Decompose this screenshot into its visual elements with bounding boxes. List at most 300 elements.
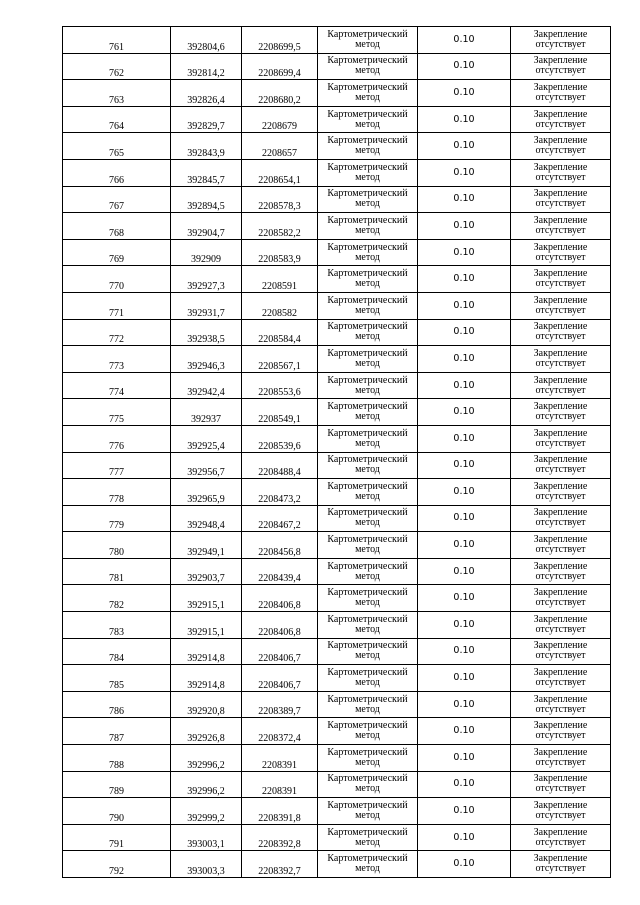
table-row [63, 159, 611, 186]
y-coordinate-cell: 2208539,6 [242, 425, 318, 452]
table-row [63, 479, 611, 506]
fixation-line-1: Закрепление [533, 347, 588, 359]
x-coordinate-cell: 392915,1 [171, 585, 242, 612]
fixation-line-2: отсутствует [535, 597, 586, 609]
method-line-1: Картометрический [327, 587, 408, 599]
method-line-2: метод [355, 278, 380, 290]
fixation-cell [511, 213, 611, 240]
method-line-1: Картометрический [327, 720, 408, 732]
method-line-1: Картометрический [327, 507, 408, 519]
method-line-2: метод [355, 490, 380, 502]
fixation-line-2: отсутствует [535, 145, 586, 157]
accuracy-cell: 0.10 [418, 612, 511, 639]
accuracy-cell: 0.10 [418, 292, 511, 319]
fixation-line-2: отсутствует [535, 677, 586, 689]
table-row [63, 691, 611, 718]
x-coordinate-cell: 392829,7 [171, 106, 242, 133]
point-number-cell: 767 [63, 186, 171, 213]
fixation-cell [511, 133, 611, 160]
method-cell [318, 452, 418, 479]
fixation-line-1: Закрепление [533, 773, 588, 785]
table-row [63, 213, 611, 240]
fixation-line-2: отсутствует [535, 304, 586, 316]
fixation-cell [511, 452, 611, 479]
method-line-1: Картометрический [327, 640, 408, 652]
accuracy-cell: 0.10 [418, 319, 511, 346]
x-coordinate-cell: 392949,1 [171, 532, 242, 559]
method-line-2: метод [355, 38, 380, 50]
method-cell [318, 186, 418, 213]
method-line-2: метод [355, 783, 380, 795]
point-number-cell: 776 [63, 425, 171, 452]
method-line-1: Картометрический [327, 135, 408, 147]
method-line-1: Картометрический [327, 667, 408, 679]
fixation-cell [511, 479, 611, 506]
method-line-2: метод [355, 544, 380, 556]
x-coordinate-cell: 392920,8 [171, 691, 242, 718]
y-coordinate-cell: 2208406,7 [242, 638, 318, 665]
method-line-1: Картометрический [327, 560, 408, 572]
method-line-1: Картометрический [327, 321, 408, 333]
fixation-line-1: Закрепление [533, 693, 588, 705]
method-cell [318, 319, 418, 346]
fixation-line-2: отсутствует [535, 278, 586, 290]
x-coordinate-cell: 392996,2 [171, 771, 242, 798]
accuracy-cell: 0.10 [418, 665, 511, 692]
method-line-1: Картометрический [327, 268, 408, 280]
table-row [63, 638, 611, 665]
point-number-cell: 787 [63, 718, 171, 745]
fixation-line-2: отсутствует [535, 464, 586, 476]
fixation-cell [511, 718, 611, 745]
fixation-line-2: отсутствует [535, 384, 586, 396]
accuracy-cell: 0.10 [418, 691, 511, 718]
point-number-cell: 783 [63, 612, 171, 639]
y-coordinate-cell: 2208439,4 [242, 558, 318, 585]
method-cell [318, 346, 418, 373]
method-line-2: метод [355, 570, 380, 582]
method-cell [318, 558, 418, 585]
accuracy-cell: 0.10 [418, 399, 511, 426]
method-line-1: Картометрический [327, 55, 408, 67]
y-coordinate-cell: 2208699,5 [242, 27, 318, 54]
method-line-1: Картометрический [327, 773, 408, 785]
method-line-2: метод [355, 118, 380, 130]
table-row [63, 292, 611, 319]
table-row [63, 106, 611, 133]
fixation-line-1: Закрепление [533, 268, 588, 280]
method-cell [318, 372, 418, 399]
method-line-1: Картометрический [327, 188, 408, 200]
fixation-line-2: отсутствует [535, 517, 586, 529]
accuracy-cell: 0.10 [418, 532, 511, 559]
fixation-line-2: отсутствует [535, 118, 586, 130]
x-coordinate-cell: 392942,4 [171, 372, 242, 399]
accuracy-cell: 0.10 [418, 718, 511, 745]
fixation-cell [511, 425, 611, 452]
table-row [63, 851, 611, 878]
method-line-1: Картометрический [327, 28, 408, 40]
method-line-1: Картометрический [327, 534, 408, 546]
fixation-cell [511, 798, 611, 825]
accuracy-cell: 0.10 [418, 372, 511, 399]
x-coordinate-cell: 392938,5 [171, 319, 242, 346]
point-number-cell: 780 [63, 532, 171, 559]
x-coordinate-cell: 393003,3 [171, 851, 242, 878]
point-number-cell: 777 [63, 452, 171, 479]
x-coordinate-cell: 392996,2 [171, 745, 242, 772]
method-line-2: метод [355, 677, 380, 689]
table-row [63, 532, 611, 559]
y-coordinate-cell: 2208699,4 [242, 53, 318, 80]
point-number-cell: 782 [63, 585, 171, 612]
fixation-line-2: отсутствует [535, 490, 586, 502]
table-row [63, 80, 611, 107]
method-cell [318, 638, 418, 665]
method-line-2: метод [355, 304, 380, 316]
point-number-cell: 766 [63, 159, 171, 186]
accuracy-cell: 0.10 [418, 425, 511, 452]
point-number-cell: 773 [63, 346, 171, 373]
x-coordinate-cell: 392914,8 [171, 665, 242, 692]
table-row [63, 372, 611, 399]
fixation-line-1: Закрепление [533, 613, 588, 625]
x-coordinate-cell: 393003,1 [171, 824, 242, 851]
fixation-line-1: Закрепление [533, 108, 588, 120]
y-coordinate-cell: 2208473,2 [242, 479, 318, 506]
accuracy-cell: 0.10 [418, 771, 511, 798]
method-line-2: метод [355, 411, 380, 423]
method-cell [318, 239, 418, 266]
method-line-1: Картометрический [327, 374, 408, 386]
fixation-cell [511, 159, 611, 186]
fixation-line-1: Закрепление [533, 135, 588, 147]
x-coordinate-cell: 392826,4 [171, 80, 242, 107]
method-cell [318, 798, 418, 825]
y-coordinate-cell: 2208582,2 [242, 213, 318, 240]
coordinates-table [62, 26, 611, 878]
point-number-cell: 771 [63, 292, 171, 319]
table-row [63, 53, 611, 80]
method-line-2: метод [355, 65, 380, 77]
fixation-line-2: отсутствует [535, 251, 586, 263]
x-coordinate-cell: 392999,2 [171, 798, 242, 825]
x-coordinate-cell: 392909 [171, 239, 242, 266]
x-coordinate-cell: 392894,5 [171, 186, 242, 213]
y-coordinate-cell: 2208680,2 [242, 80, 318, 107]
point-number-cell: 762 [63, 53, 171, 80]
y-coordinate-cell: 2208654,1 [242, 159, 318, 186]
y-coordinate-cell: 2208591 [242, 266, 318, 293]
accuracy-cell: 0.10 [418, 27, 511, 54]
method-line-1: Картометрический [327, 800, 408, 812]
accuracy-cell: 0.10 [418, 186, 511, 213]
accuracy-cell: 0.10 [418, 106, 511, 133]
accuracy-cell: 0.10 [418, 585, 511, 612]
x-coordinate-cell: 392931,7 [171, 292, 242, 319]
accuracy-cell: 0.10 [418, 266, 511, 293]
point-number-cell: 770 [63, 266, 171, 293]
accuracy-cell: 0.10 [418, 745, 511, 772]
method-line-2: метод [355, 703, 380, 715]
point-number-cell: 788 [63, 745, 171, 772]
fixation-line-2: отсутствует [535, 357, 586, 369]
table-row [63, 558, 611, 585]
fixation-cell [511, 80, 611, 107]
fixation-cell [511, 27, 611, 54]
y-coordinate-cell: 2208583,9 [242, 239, 318, 266]
table-row [63, 612, 611, 639]
fixation-cell [511, 505, 611, 532]
method-line-2: метод [355, 650, 380, 662]
x-coordinate-cell: 392915,1 [171, 612, 242, 639]
x-coordinate-cell: 392814,2 [171, 53, 242, 80]
method-line-1: Картометрический [327, 214, 408, 226]
fixation-line-1: Закрепление [533, 161, 588, 173]
accuracy-cell: 0.10 [418, 133, 511, 160]
fixation-line-1: Закрепление [533, 214, 588, 226]
fixation-line-2: отсутствует [535, 38, 586, 50]
fixation-line-2: отсутствует [535, 703, 586, 715]
point-number-cell: 784 [63, 638, 171, 665]
x-coordinate-cell: 392927,3 [171, 266, 242, 293]
y-coordinate-cell: 2208567,1 [242, 346, 318, 373]
fixation-line-2: отсутствует [535, 863, 586, 875]
x-coordinate-cell: 392904,7 [171, 213, 242, 240]
y-coordinate-cell: 2208391,8 [242, 798, 318, 825]
table-row [63, 718, 611, 745]
y-coordinate-cell: 2208467,2 [242, 505, 318, 532]
table-row [63, 425, 611, 452]
accuracy-cell: 0.10 [418, 479, 511, 506]
method-line-2: метод [355, 145, 380, 157]
fixation-cell [511, 266, 611, 293]
fixation-cell [511, 612, 611, 639]
fixation-line-1: Закрепление [533, 587, 588, 599]
fixation-line-1: Закрепление [533, 480, 588, 492]
method-cell [318, 585, 418, 612]
table-row [63, 133, 611, 160]
method-line-2: метод [355, 357, 380, 369]
fixation-line-1: Закрепление [533, 321, 588, 333]
method-line-2: метод [355, 251, 380, 263]
method-line-1: Картометрический [327, 693, 408, 705]
x-coordinate-cell: 392948,4 [171, 505, 242, 532]
table-row [63, 346, 611, 373]
method-cell [318, 399, 418, 426]
x-coordinate-cell: 392845,7 [171, 159, 242, 186]
fixation-cell [511, 53, 611, 80]
y-coordinate-cell: 2208389,7 [242, 691, 318, 718]
accuracy-cell: 0.10 [418, 824, 511, 851]
x-coordinate-cell: 392925,4 [171, 425, 242, 452]
method-cell [318, 771, 418, 798]
y-coordinate-cell: 2208406,8 [242, 612, 318, 639]
method-line-2: метод [355, 756, 380, 768]
x-coordinate-cell: 392903,7 [171, 558, 242, 585]
table-row [63, 266, 611, 293]
y-coordinate-cell: 2208391 [242, 745, 318, 772]
fixation-line-1: Закрепление [533, 746, 588, 758]
method-line-2: метод [355, 597, 380, 609]
y-coordinate-cell: 2208657 [242, 133, 318, 160]
accuracy-cell: 0.10 [418, 159, 511, 186]
method-line-2: метод [355, 464, 380, 476]
accuracy-cell: 0.10 [418, 558, 511, 585]
method-line-1: Картометрический [327, 108, 408, 120]
fixation-cell [511, 558, 611, 585]
fixation-line-1: Закрепление [533, 826, 588, 838]
x-coordinate-cell: 392914,8 [171, 638, 242, 665]
method-cell [318, 53, 418, 80]
accuracy-cell: 0.10 [418, 239, 511, 266]
fixation-line-2: отсутствует [535, 836, 586, 848]
method-line-1: Картометрический [327, 454, 408, 466]
point-number-cell: 764 [63, 106, 171, 133]
table-row [63, 745, 611, 772]
coordinates-table-body [63, 27, 611, 878]
method-line-2: метод [355, 863, 380, 875]
x-coordinate-cell: 392804,6 [171, 27, 242, 54]
fixation-line-2: отсутствует [535, 730, 586, 742]
table-row [63, 186, 611, 213]
fixation-line-1: Закрепление [533, 374, 588, 386]
fixation-line-1: Закрепление [533, 640, 588, 652]
point-number-cell: 791 [63, 824, 171, 851]
method-line-2: метод [355, 384, 380, 396]
table-row [63, 505, 611, 532]
fixation-cell [511, 239, 611, 266]
point-number-cell: 774 [63, 372, 171, 399]
table-row [63, 399, 611, 426]
method-line-1: Картометрический [327, 853, 408, 865]
accuracy-cell: 0.10 [418, 851, 511, 878]
method-line-2: метод [355, 810, 380, 822]
fixation-line-1: Закрепление [533, 720, 588, 732]
fixation-cell [511, 824, 611, 851]
fixation-cell [511, 638, 611, 665]
table-row [63, 452, 611, 479]
method-line-1: Картометрический [327, 347, 408, 359]
fixation-line-1: Закрепление [533, 507, 588, 519]
y-coordinate-cell: 2208584,4 [242, 319, 318, 346]
point-number-cell: 761 [63, 27, 171, 54]
y-coordinate-cell: 2208578,3 [242, 186, 318, 213]
accuracy-cell: 0.10 [418, 80, 511, 107]
method-line-1: Картометрический [327, 81, 408, 93]
table-row [63, 771, 611, 798]
accuracy-cell: 0.10 [418, 53, 511, 80]
table-row [63, 824, 611, 851]
point-number-cell: 772 [63, 319, 171, 346]
method-line-2: метод [355, 517, 380, 529]
fixation-line-1: Закрепление [533, 800, 588, 812]
fixation-cell [511, 585, 611, 612]
table-row [63, 319, 611, 346]
fixation-line-1: Закрепление [533, 401, 588, 413]
fixation-line-1: Закрепление [533, 28, 588, 40]
method-cell [318, 133, 418, 160]
fixation-line-2: отсутствует [535, 411, 586, 423]
method-cell [318, 745, 418, 772]
method-line-1: Картометрический [327, 401, 408, 413]
fixation-line-2: отсутствует [535, 171, 586, 183]
fixation-cell [511, 851, 611, 878]
method-line-2: метод [355, 730, 380, 742]
method-line-2: метод [355, 623, 380, 635]
fixation-cell [511, 186, 611, 213]
fixation-line-1: Закрепление [533, 534, 588, 546]
x-coordinate-cell: 392937 [171, 399, 242, 426]
fixation-line-1: Закрепление [533, 454, 588, 466]
fixation-line-2: отсутствует [535, 198, 586, 210]
method-cell [318, 27, 418, 54]
y-coordinate-cell: 2208679 [242, 106, 318, 133]
accuracy-cell: 0.10 [418, 346, 511, 373]
method-line-1: Картометрический [327, 241, 408, 253]
fixation-line-1: Закрепление [533, 55, 588, 67]
y-coordinate-cell: 2208372,4 [242, 718, 318, 745]
method-cell [318, 851, 418, 878]
method-line-1: Картометрический [327, 746, 408, 758]
fixation-cell [511, 399, 611, 426]
method-line-2: метод [355, 91, 380, 103]
method-cell [318, 106, 418, 133]
point-number-cell: 779 [63, 505, 171, 532]
y-coordinate-cell: 2208456,8 [242, 532, 318, 559]
method-line-2: метод [355, 437, 380, 449]
point-number-cell: 768 [63, 213, 171, 240]
point-number-cell: 790 [63, 798, 171, 825]
fixation-line-2: отсутствует [535, 810, 586, 822]
method-cell [318, 532, 418, 559]
fixation-cell [511, 745, 611, 772]
point-number-cell: 765 [63, 133, 171, 160]
point-number-cell: 781 [63, 558, 171, 585]
method-cell [318, 505, 418, 532]
y-coordinate-cell: 2208582 [242, 292, 318, 319]
method-line-2: метод [355, 331, 380, 343]
y-coordinate-cell: 2208549,1 [242, 399, 318, 426]
method-cell [318, 718, 418, 745]
table-row [63, 27, 611, 54]
method-line-2: метод [355, 198, 380, 210]
fixation-cell [511, 691, 611, 718]
x-coordinate-cell: 392956,7 [171, 452, 242, 479]
fixation-line-2: отсутствует [535, 437, 586, 449]
fixation-line-1: Закрепление [533, 294, 588, 306]
point-number-cell: 763 [63, 80, 171, 107]
method-cell [318, 612, 418, 639]
point-number-cell: 792 [63, 851, 171, 878]
method-line-1: Картометрический [327, 826, 408, 838]
method-cell [318, 80, 418, 107]
fixation-line-2: отсутствует [535, 544, 586, 556]
fixation-cell [511, 319, 611, 346]
point-number-cell: 778 [63, 479, 171, 506]
table-row [63, 798, 611, 825]
method-line-1: Картометрический [327, 613, 408, 625]
fixation-cell [511, 346, 611, 373]
x-coordinate-cell: 392946,3 [171, 346, 242, 373]
fixation-cell [511, 372, 611, 399]
method-cell [318, 213, 418, 240]
fixation-line-1: Закрепление [533, 853, 588, 865]
fixation-line-1: Закрепление [533, 667, 588, 679]
fixation-cell [511, 532, 611, 559]
fixation-line-2: отсутствует [535, 783, 586, 795]
method-cell [318, 266, 418, 293]
